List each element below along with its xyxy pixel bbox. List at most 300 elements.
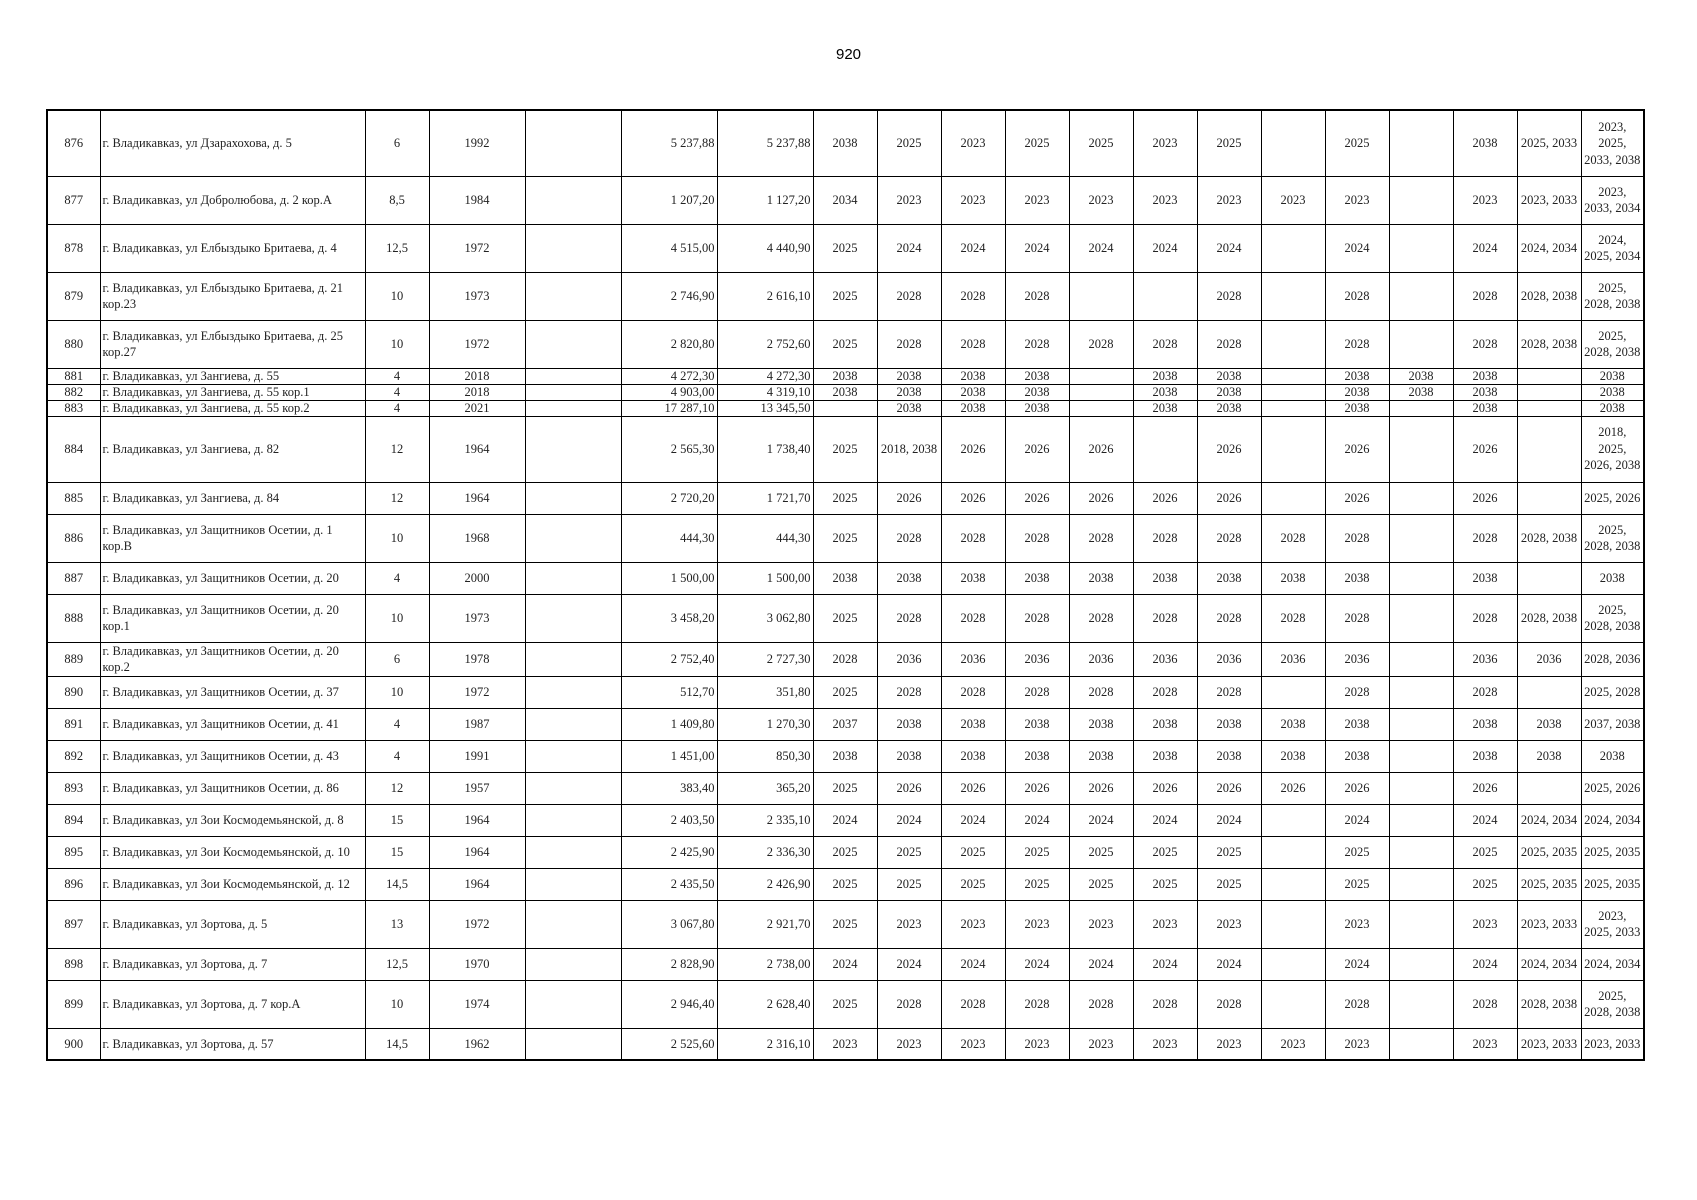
cell-blank xyxy=(525,1028,621,1060)
cell-c5: 2036 xyxy=(1069,642,1133,676)
cell-c4: 2028 xyxy=(1005,980,1069,1028)
cell-c8 xyxy=(1261,416,1325,482)
cell-area-total: 4 515,00 xyxy=(621,224,717,272)
cell-floors: 4 xyxy=(365,562,429,594)
cell-c2: 2025 xyxy=(877,110,941,176)
cell-c6: 2028 xyxy=(1133,514,1197,562)
cell-c12 xyxy=(1517,676,1581,708)
cell-c11: 2026 xyxy=(1453,772,1517,804)
table-row xyxy=(47,224,1644,272)
cell-year: 1964 xyxy=(429,836,525,868)
cell-year: 1973 xyxy=(429,272,525,320)
cell-c7: 2026 xyxy=(1197,772,1261,804)
cell-c10 xyxy=(1389,224,1453,272)
cell-address: г. Владикавказ, ул Зортова, д. 7 кор.А xyxy=(100,980,365,1028)
cell-floors: 6 xyxy=(365,642,429,676)
table-row xyxy=(47,900,1644,948)
cell-c2: 2023 xyxy=(877,900,941,948)
cell-c4: 2038 xyxy=(1005,368,1069,384)
cell-c3: 2038 xyxy=(941,708,1005,740)
cell-c3: 2025 xyxy=(941,868,1005,900)
cell-c13: 2025, 2028, 2038 xyxy=(1581,320,1644,368)
cell-c3: 2024 xyxy=(941,224,1005,272)
cell-c2: 2018, 2038 xyxy=(877,416,941,482)
cell-c9: 2024 xyxy=(1325,224,1389,272)
cell-area-living: 13 345,50 xyxy=(717,400,813,416)
cell-area-total: 2 525,60 xyxy=(621,1028,717,1060)
cell-c12 xyxy=(1517,416,1581,482)
cell-c6: 2038 xyxy=(1133,562,1197,594)
cell-c5: 2028 xyxy=(1069,676,1133,708)
cell-c3: 2028 xyxy=(941,980,1005,1028)
cell-c6: 2026 xyxy=(1133,482,1197,514)
cell-area-total: 2 946,40 xyxy=(621,980,717,1028)
cell-c10 xyxy=(1389,594,1453,642)
cell-c3: 2038 xyxy=(941,384,1005,400)
cell-c2: 2038 xyxy=(877,384,941,400)
cell-c7: 2024 xyxy=(1197,804,1261,836)
table-row xyxy=(47,320,1644,368)
cell-c7: 2023 xyxy=(1197,176,1261,224)
cell-address: г. Владикавказ, ул Зои Космодемьянской, д. 8 xyxy=(100,804,365,836)
cell-c7: 2038 xyxy=(1197,708,1261,740)
cell-year: 2021 xyxy=(429,400,525,416)
cell-c1: 2025 xyxy=(813,514,877,562)
cell-c9: 2038 xyxy=(1325,384,1389,400)
cell-c3: 2028 xyxy=(941,320,1005,368)
cell-c12: 2028, 2038 xyxy=(1517,514,1581,562)
cell-c3: 2038 xyxy=(941,368,1005,384)
cell-floors: 10 xyxy=(365,272,429,320)
cell-c1 xyxy=(813,400,877,416)
cell-c3: 2023 xyxy=(941,1028,1005,1060)
cell-c10 xyxy=(1389,562,1453,594)
cell-c10 xyxy=(1389,176,1453,224)
cell-c10 xyxy=(1389,740,1453,772)
cell-year: 1968 xyxy=(429,514,525,562)
cell-year: 2000 xyxy=(429,562,525,594)
table-row xyxy=(47,676,1644,708)
cell-c2: 2024 xyxy=(877,804,941,836)
cell-area-total: 2 820,80 xyxy=(621,320,717,368)
cell-c2: 2026 xyxy=(877,772,941,804)
cell-c7: 2026 xyxy=(1197,482,1261,514)
cell-c12: 2025, 2035 xyxy=(1517,836,1581,868)
cell-c8: 2038 xyxy=(1261,740,1325,772)
cell-c1: 2037 xyxy=(813,708,877,740)
cell-c4: 2028 xyxy=(1005,272,1069,320)
cell-c11: 2038 xyxy=(1453,110,1517,176)
cell-c12: 2023, 2033 xyxy=(1517,1028,1581,1060)
cell-c8 xyxy=(1261,110,1325,176)
cell-c8 xyxy=(1261,980,1325,1028)
cell-c2: 2038 xyxy=(877,400,941,416)
cell-c5: 2026 xyxy=(1069,416,1133,482)
cell-blank xyxy=(525,900,621,948)
cell-no: 894 xyxy=(47,804,100,836)
cell-c2: 2024 xyxy=(877,948,941,980)
cell-address: г. Владикавказ, ул Зангиева, д. 55 кор.1 xyxy=(100,384,365,400)
cell-c13: 2038 xyxy=(1581,384,1644,400)
cell-c1: 2034 xyxy=(813,176,877,224)
cell-area-total: 2 746,90 xyxy=(621,272,717,320)
cell-c5: 2026 xyxy=(1069,482,1133,514)
cell-c11: 2023 xyxy=(1453,1028,1517,1060)
cell-address: г. Владикавказ, ул Зортова, д. 57 xyxy=(100,1028,365,1060)
cell-c1: 2025 xyxy=(813,416,877,482)
cell-c2: 2028 xyxy=(877,320,941,368)
cell-blank xyxy=(525,594,621,642)
cell-area-total: 4 903,00 xyxy=(621,384,717,400)
cell-c5: 2026 xyxy=(1069,772,1133,804)
cell-blank xyxy=(525,836,621,868)
cell-area-total: 3 067,80 xyxy=(621,900,717,948)
cell-year: 1964 xyxy=(429,482,525,514)
cell-c12: 2028, 2038 xyxy=(1517,320,1581,368)
cell-area-total: 2 403,50 xyxy=(621,804,717,836)
cell-no: 884 xyxy=(47,416,100,482)
cell-c12: 2028, 2038 xyxy=(1517,594,1581,642)
cell-c7: 2028 xyxy=(1197,320,1261,368)
cell-year: 1974 xyxy=(429,980,525,1028)
cell-c9: 2036 xyxy=(1325,642,1389,676)
cell-c4: 2036 xyxy=(1005,642,1069,676)
cell-c11: 2026 xyxy=(1453,416,1517,482)
cell-c5: 2024 xyxy=(1069,948,1133,980)
cell-c4: 2028 xyxy=(1005,594,1069,642)
cell-c13: 2038 xyxy=(1581,400,1644,416)
cell-c6: 2038 xyxy=(1133,400,1197,416)
cell-c8 xyxy=(1261,368,1325,384)
cell-c13: 2023, 2025, 2033, 2038 xyxy=(1581,110,1644,176)
cell-c5 xyxy=(1069,272,1133,320)
cell-c8 xyxy=(1261,320,1325,368)
cell-floors: 4 xyxy=(365,740,429,772)
cell-c12 xyxy=(1517,772,1581,804)
cell-c11: 2028 xyxy=(1453,514,1517,562)
cell-blank xyxy=(525,384,621,400)
cell-c12 xyxy=(1517,368,1581,384)
cell-floors: 12 xyxy=(365,482,429,514)
cell-c9: 2024 xyxy=(1325,804,1389,836)
cell-c4: 2026 xyxy=(1005,772,1069,804)
cell-c13: 2038 xyxy=(1581,562,1644,594)
cell-c1: 2028 xyxy=(813,642,877,676)
cell-no: 896 xyxy=(47,868,100,900)
cell-floors: 10 xyxy=(365,320,429,368)
cell-floors: 4 xyxy=(365,368,429,384)
cell-c11: 2038 xyxy=(1453,562,1517,594)
cell-c11: 2023 xyxy=(1453,176,1517,224)
cell-c7: 2038 xyxy=(1197,400,1261,416)
cell-c3: 2028 xyxy=(941,594,1005,642)
cell-c2: 2028 xyxy=(877,272,941,320)
cell-c7: 2025 xyxy=(1197,868,1261,900)
cell-c5: 2025 xyxy=(1069,110,1133,176)
table-row xyxy=(47,708,1644,740)
table-row xyxy=(47,514,1644,562)
cell-c11: 2028 xyxy=(1453,676,1517,708)
cell-blank xyxy=(525,514,621,562)
cell-c9: 2038 xyxy=(1325,708,1389,740)
cell-blank xyxy=(525,176,621,224)
cell-c4: 2038 xyxy=(1005,562,1069,594)
cell-c3: 2038 xyxy=(941,400,1005,416)
cell-blank xyxy=(525,642,621,676)
cell-c12 xyxy=(1517,482,1581,514)
cell-area-living: 4 319,10 xyxy=(717,384,813,400)
cell-c8 xyxy=(1261,482,1325,514)
cell-address: г. Владикавказ, ул Защитников Осетии, д. 43 xyxy=(100,740,365,772)
cell-no: 879 xyxy=(47,272,100,320)
cell-blank xyxy=(525,676,621,708)
cell-area-total: 2 425,90 xyxy=(621,836,717,868)
cell-year: 1964 xyxy=(429,868,525,900)
cell-c6 xyxy=(1133,416,1197,482)
cell-no: 885 xyxy=(47,482,100,514)
cell-c11: 2036 xyxy=(1453,642,1517,676)
cell-c10 xyxy=(1389,1028,1453,1060)
cell-c4: 2024 xyxy=(1005,224,1069,272)
cell-c4: 2023 xyxy=(1005,1028,1069,1060)
cell-c12: 2038 xyxy=(1517,740,1581,772)
cell-c13: 2024, 2025, 2034 xyxy=(1581,224,1644,272)
cell-c9: 2038 xyxy=(1325,400,1389,416)
cell-c12: 2028, 2038 xyxy=(1517,272,1581,320)
cell-c2: 2026 xyxy=(877,482,941,514)
cell-year: 1978 xyxy=(429,642,525,676)
cell-c4: 2025 xyxy=(1005,868,1069,900)
cell-area-living: 2 727,30 xyxy=(717,642,813,676)
cell-c12: 2038 xyxy=(1517,708,1581,740)
cell-c10 xyxy=(1389,514,1453,562)
cell-c12: 2028, 2038 xyxy=(1517,980,1581,1028)
cell-c7: 2028 xyxy=(1197,272,1261,320)
cell-c12 xyxy=(1517,384,1581,400)
cell-c6: 2026 xyxy=(1133,772,1197,804)
cell-floors: 8,5 xyxy=(365,176,429,224)
table-row xyxy=(47,400,1644,416)
cell-area-total: 444,30 xyxy=(621,514,717,562)
cell-c11: 2023 xyxy=(1453,900,1517,948)
cell-address: г. Владикавказ, ул Дзарахохова, д. 5 xyxy=(100,110,365,176)
cell-blank xyxy=(525,562,621,594)
cell-c9: 2023 xyxy=(1325,176,1389,224)
cell-blank xyxy=(525,320,621,368)
cell-address: г. Владикавказ, ул Защитников Осетии, д. 20 xyxy=(100,562,365,594)
cell-area-living: 2 921,70 xyxy=(717,900,813,948)
cell-c13: 2025, 2026 xyxy=(1581,772,1644,804)
cell-address: г. Владикавказ, ул Зангиева, д. 82 xyxy=(100,416,365,482)
cell-c8: 2038 xyxy=(1261,708,1325,740)
cell-address: г. Владикавказ, ул Защитников Осетии, д. 86 xyxy=(100,772,365,804)
cell-c4: 2038 xyxy=(1005,384,1069,400)
table-row xyxy=(47,642,1644,676)
cell-no: 883 xyxy=(47,400,100,416)
cell-c10 xyxy=(1389,804,1453,836)
cell-c10 xyxy=(1389,320,1453,368)
cell-c1: 2025 xyxy=(813,224,877,272)
cell-c10 xyxy=(1389,272,1453,320)
cell-c9: 2038 xyxy=(1325,562,1389,594)
cell-c10: 2038 xyxy=(1389,384,1453,400)
cell-c10 xyxy=(1389,772,1453,804)
cell-c12: 2024, 2034 xyxy=(1517,804,1581,836)
cell-c6: 2024 xyxy=(1133,224,1197,272)
cell-area-living: 2 336,30 xyxy=(717,836,813,868)
cell-year: 1964 xyxy=(429,804,525,836)
cell-c11: 2038 xyxy=(1453,708,1517,740)
cell-c9: 2026 xyxy=(1325,416,1389,482)
cell-floors: 14,5 xyxy=(365,1028,429,1060)
cell-address: г. Владикавказ, ул Зортова, д. 7 xyxy=(100,948,365,980)
table-row xyxy=(47,804,1644,836)
cell-c6: 2023 xyxy=(1133,110,1197,176)
cell-address: г. Владикавказ, ул Защитников Осетии, д. 41 xyxy=(100,708,365,740)
cell-c6: 2024 xyxy=(1133,948,1197,980)
cell-c13: 2025, 2026 xyxy=(1581,482,1644,514)
cell-c10 xyxy=(1389,400,1453,416)
cell-c1: 2025 xyxy=(813,676,877,708)
cell-c6 xyxy=(1133,272,1197,320)
cell-c9: 2028 xyxy=(1325,676,1389,708)
cell-c6: 2028 xyxy=(1133,980,1197,1028)
cell-c2: 2038 xyxy=(877,562,941,594)
cell-c7: 2024 xyxy=(1197,224,1261,272)
cell-c6: 2025 xyxy=(1133,868,1197,900)
cell-blank xyxy=(525,772,621,804)
cell-c12 xyxy=(1517,400,1581,416)
cell-c3: 2024 xyxy=(941,948,1005,980)
cell-area-total: 512,70 xyxy=(621,676,717,708)
cell-c4: 2025 xyxy=(1005,836,1069,868)
cell-area-total: 2 752,40 xyxy=(621,642,717,676)
cell-c2: 2025 xyxy=(877,868,941,900)
cell-c3: 2023 xyxy=(941,176,1005,224)
cell-c5: 2024 xyxy=(1069,224,1133,272)
cell-c9: 2026 xyxy=(1325,772,1389,804)
cell-floors: 12,5 xyxy=(365,948,429,980)
cell-no: 876 xyxy=(47,110,100,176)
cell-c1: 2024 xyxy=(813,948,877,980)
cell-c13: 2037, 2038 xyxy=(1581,708,1644,740)
cell-no: 893 xyxy=(47,772,100,804)
cell-c8: 2038 xyxy=(1261,562,1325,594)
cell-c8: 2028 xyxy=(1261,594,1325,642)
cell-c9: 2028 xyxy=(1325,272,1389,320)
cell-no: 888 xyxy=(47,594,100,642)
cell-c5: 2023 xyxy=(1069,176,1133,224)
cell-c8 xyxy=(1261,400,1325,416)
cell-floors: 10 xyxy=(365,514,429,562)
cell-c7: 2028 xyxy=(1197,514,1261,562)
cell-c10 xyxy=(1389,980,1453,1028)
cell-c8 xyxy=(1261,804,1325,836)
cell-area-living: 2 335,10 xyxy=(717,804,813,836)
cell-c3: 2038 xyxy=(941,562,1005,594)
cell-floors: 4 xyxy=(365,708,429,740)
cell-c9: 2023 xyxy=(1325,1028,1389,1060)
cell-c8 xyxy=(1261,836,1325,868)
cell-area-living: 2 628,40 xyxy=(717,980,813,1028)
table-row xyxy=(47,594,1644,642)
cell-year: 1957 xyxy=(429,772,525,804)
cell-no: 891 xyxy=(47,708,100,740)
cell-address: г. Владикавказ, ул Зортова, д. 5 xyxy=(100,900,365,948)
cell-no: 877 xyxy=(47,176,100,224)
cell-year: 1973 xyxy=(429,594,525,642)
cell-address: г. Владикавказ, ул Елбыздыко Бритаева, д. 25 кор.27 xyxy=(100,320,365,368)
cell-c4: 2028 xyxy=(1005,514,1069,562)
cell-c12: 2025, 2033 xyxy=(1517,110,1581,176)
table-row xyxy=(47,272,1644,320)
cell-c13: 2024, 2034 xyxy=(1581,948,1644,980)
cell-c3: 2036 xyxy=(941,642,1005,676)
cell-c8: 2036 xyxy=(1261,642,1325,676)
cell-c9: 2023 xyxy=(1325,900,1389,948)
cell-no: 895 xyxy=(47,836,100,868)
cell-c13: 2023, 2025, 2033 xyxy=(1581,900,1644,948)
cell-address: г. Владикавказ, ул Зангиева, д. 84 xyxy=(100,482,365,514)
cell-c11: 2038 xyxy=(1453,384,1517,400)
cell-c5: 2024 xyxy=(1069,804,1133,836)
cell-c11: 2038 xyxy=(1453,368,1517,384)
cell-address: г. Владикавказ, ул Добролюбова, д. 2 кор.А xyxy=(100,176,365,224)
cell-c2: 2024 xyxy=(877,224,941,272)
cell-c1: 2025 xyxy=(813,320,877,368)
cell-c11: 2025 xyxy=(1453,836,1517,868)
cell-year: 2018 xyxy=(429,368,525,384)
cell-c4: 2026 xyxy=(1005,416,1069,482)
cell-c5: 2023 xyxy=(1069,900,1133,948)
cell-blank xyxy=(525,272,621,320)
cell-c8 xyxy=(1261,948,1325,980)
cell-area-living: 444,30 xyxy=(717,514,813,562)
cell-c10 xyxy=(1389,948,1453,980)
cell-c3: 2038 xyxy=(941,740,1005,772)
cell-c12: 2025, 2035 xyxy=(1517,868,1581,900)
cell-blank xyxy=(525,482,621,514)
cell-c3: 2026 xyxy=(941,482,1005,514)
cell-address: г. Владикавказ, ул Зангиева, д. 55 кор.2 xyxy=(100,400,365,416)
cell-c6: 2038 xyxy=(1133,368,1197,384)
cell-c6: 2028 xyxy=(1133,320,1197,368)
cell-address: г. Владикавказ, ул Зои Космодемьянской, д. 12 xyxy=(100,868,365,900)
cell-area-living: 351,80 xyxy=(717,676,813,708)
cell-c1: 2025 xyxy=(813,868,877,900)
cell-c11: 2024 xyxy=(1453,804,1517,836)
cell-c12: 2023, 2033 xyxy=(1517,900,1581,948)
cell-year: 1992 xyxy=(429,110,525,176)
cell-c7: 2036 xyxy=(1197,642,1261,676)
cell-no: 899 xyxy=(47,980,100,1028)
cell-address: г. Владикавказ, ул Защитников Осетии, д. 1 кор.В xyxy=(100,514,365,562)
cell-area-living: 4 440,90 xyxy=(717,224,813,272)
cell-area-living: 1 127,20 xyxy=(717,176,813,224)
cell-c6: 2038 xyxy=(1133,708,1197,740)
cell-c10 xyxy=(1389,416,1453,482)
cell-blank xyxy=(525,740,621,772)
cell-c4: 2026 xyxy=(1005,482,1069,514)
cell-c11: 2026 xyxy=(1453,482,1517,514)
cell-c6: 2036 xyxy=(1133,642,1197,676)
cell-address: г. Владикавказ, ул Зангиева, д. 55 xyxy=(100,368,365,384)
cell-floors: 12 xyxy=(365,416,429,482)
cell-c7: 2028 xyxy=(1197,676,1261,708)
table-row xyxy=(47,110,1644,176)
cell-area-total: 2 828,90 xyxy=(621,948,717,980)
cell-c9: 2028 xyxy=(1325,514,1389,562)
